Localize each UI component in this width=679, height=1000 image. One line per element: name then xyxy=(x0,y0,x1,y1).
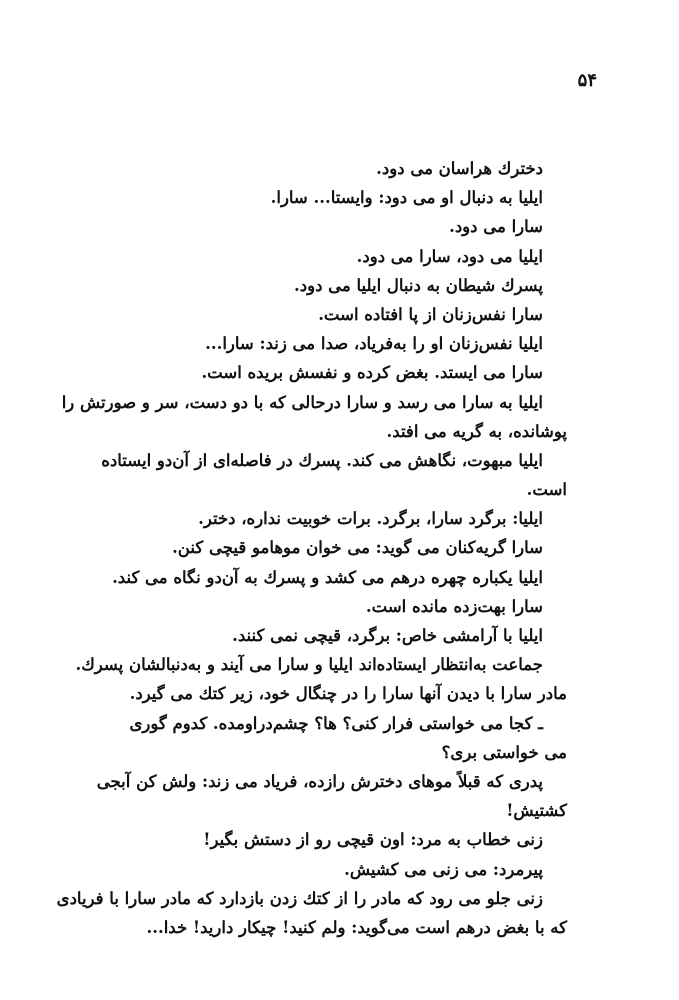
text-line: مادر سارا با دیدن آنها سارا را در چنگال خود، زیر کتك می گیرد. xyxy=(129,684,567,704)
page-text xyxy=(56,154,567,942)
text-line: پیرمرد: می زنی می کشیش. xyxy=(344,859,543,879)
text-line: ـ کجا می خواستی فرار کنی؟ ها؟ چشم‌دراومده. کدوم گوری xyxy=(129,713,543,733)
text-line: ایلیا: برگرد سارا، برگرد. برات خوبیت نداره، دختر. xyxy=(198,509,543,529)
text-line: پوشانده، به گریه می افتد. xyxy=(386,421,567,441)
text-line: می خواستی بری؟ xyxy=(441,742,567,762)
text-line: ایلیا نفس‌زنان او را به‌فریاد، صدا می زند: سارا... xyxy=(205,334,543,354)
text-line: ایلیا به دنبال او می دود: وایستا... سارا. xyxy=(270,188,543,208)
text-line: که با بغض درهم است می‌گوید: ولم کنید! چیکار دارید! خدا... xyxy=(146,917,567,937)
text-line: سارا می ایستد. بغض کرده و نفسش بریده است. xyxy=(201,363,543,383)
text-line: جماعت به‌انتظار ایستاده‌اند ایلیا و سارا می آیند و به‌دنبالشان پسرك. xyxy=(75,655,543,675)
text-line: است. xyxy=(526,480,567,500)
text-line: ایلیا مبهوت، نگاهش می کند. پسرك در فاصله‌ای از آن‌دو ایستاده xyxy=(101,450,543,470)
text-line: ایلیا می دود، سارا می دود. xyxy=(356,246,543,266)
text-line: سارا نفس‌زنان از پا افتاده است. xyxy=(318,304,543,324)
text-line: ایلیا با آرامشی خاص: برگرد، قیچی نمی کنند. xyxy=(232,626,543,645)
text-line: سارا بهت‌زده مانده است. xyxy=(365,596,543,616)
text-line: زنی جلو می رود که مادر را از کتك زدن بازدارد که مادر سارا با فریادی xyxy=(56,888,543,908)
text-line: سارا می دود. xyxy=(449,217,543,237)
text-line: سارا گریه‌کنان می گوید: می خوان موهامو قیچی کنن. xyxy=(172,538,543,558)
page-number: ۵۴ xyxy=(577,70,597,91)
text-line: دخترك هراسان می دود. xyxy=(376,159,543,178)
text-line: پسرك شیطان به دنبال ایلیا می دود. xyxy=(294,275,543,295)
text-line: ایلیا یکباره چهره درهم می کشد و پسرك به آن‌دو نگاه می کند. xyxy=(112,567,543,587)
text-line: زنی خطاب به مرد: اون قیچی رو از دستش بگیر! xyxy=(203,830,543,850)
text-line: پدری که قبلاً موهای دخترش رازده، فریاد می زند: ولش کن آبجی xyxy=(96,771,543,791)
text-line: کشتیش! xyxy=(506,801,567,821)
text-line: ایلیا به سارا می رسد و سارا درحالی که با دو دست، سر و صورتش را xyxy=(61,392,543,412)
